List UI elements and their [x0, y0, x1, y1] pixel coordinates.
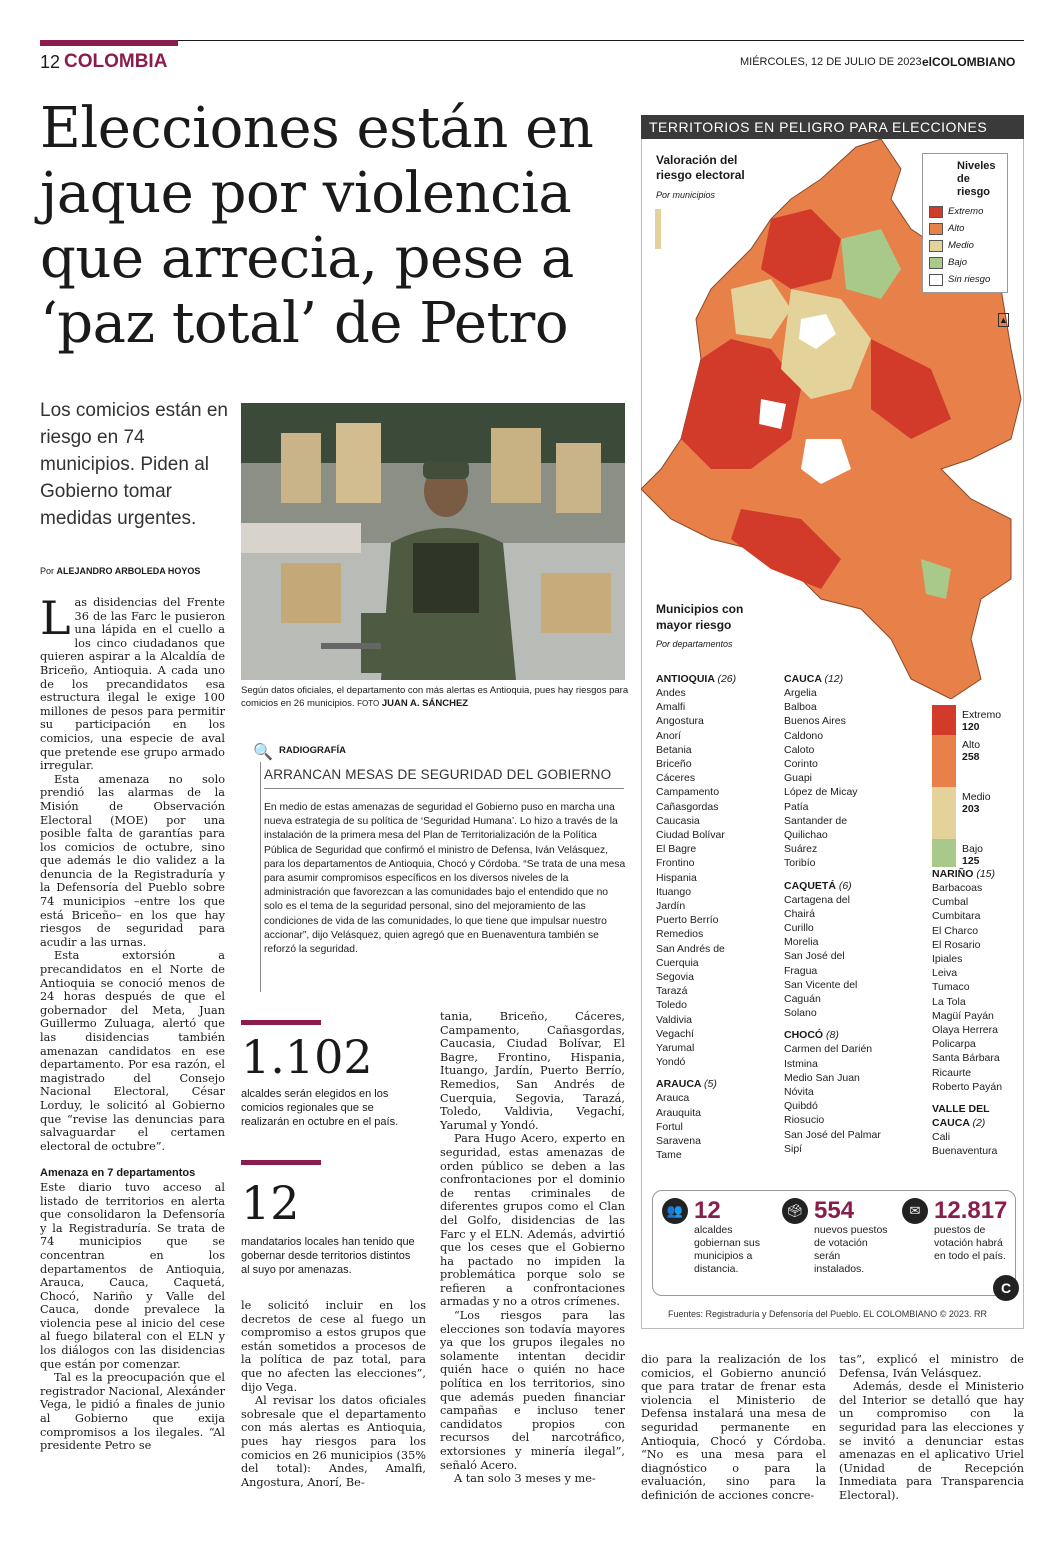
municipality-item: López de Micay [784, 786, 858, 799]
municipality-item: Angostura [656, 715, 704, 728]
risk-count-row [932, 839, 1024, 867]
stat-number: 554 [814, 1197, 855, 1224]
paragraph: dio para la realización de los comicios, el Gobierno anunció que para tratar de frenar esta violencia el Ministerio de Defensa instalará una mesa de seguridad permanente en Antioquia, Chocó y Córdoba. “No es una mesa para el diagnóstico o para la evaluación, sino para la definición de acciones concre- [641, 1353, 826, 1502]
municipality-item: Quilichao [784, 829, 828, 842]
municipality-item: Roberto Payán [932, 1080, 1003, 1093]
municipality-item: Chairá [784, 907, 815, 920]
paragraph: Esta amenaza no solo prendió las alarmas de la Misión de Observación Electoral (MOE) por una posible falta de garantías para los comicios de octubre, sino que además le dio validez a la denuncia de la Registraduría y la Defensoría del Pueblo sobre 74 municipios –entre los que está Briceño– en los que hay riesgos de seguridad para acudir a las urnas. [40, 772, 225, 949]
municipality-item: Anorí [656, 729, 682, 742]
risk-count-label: Extremo 120 [962, 709, 1002, 733]
department-heading: CAQUETÁ (6) [784, 879, 852, 892]
subheadline: Los comicios están en riesgo en 74 municipios. Piden al Gobierno tomar medidas urgentes. [40, 400, 228, 529]
article-subhead: Amenaza en 7 departamentos [40, 1167, 196, 1180]
department-column-3 [932, 867, 1022, 1158]
legend-label: Sin riesgo [948, 274, 991, 285]
top-rule [40, 40, 1024, 41]
legend-item [929, 254, 1001, 271]
article-column-3 [440, 1010, 625, 1486]
dateline: MIÉRCOLES, 12 DE JULIO DE 2023 [740, 56, 922, 68]
stat-text: alcaldes gobiernan sus municipios a distancia. [694, 1224, 760, 1275]
municipality-item: Cañasgordas [656, 800, 719, 813]
photo-credit-label: FOTO [357, 699, 380, 708]
municipality-item: Cali [932, 1131, 951, 1144]
municipality-item: Cumbal [932, 896, 969, 909]
radiografia-title: ARRANCAN MESAS DE SEGURIDAD DEL GOBIERNO [264, 767, 624, 789]
municipality-item: Ciudad Bolívar [656, 829, 725, 842]
risk-count-bar [932, 705, 956, 735]
photo-caption: Según datos oficiales, el departamento con más alertas es Antioquia, pues hay riesgos para comicios en 26 municipios. FOTO JUAN A. SÁNCHEZ [241, 685, 629, 709]
municipality-item: Arauca [656, 1092, 690, 1105]
paragraph: Para Hugo Acero, experto en seguridad, estas amenazas de orden público se deben a las confrontaciones por el dominio de rentas criminales de diferentes grupos como el Clan del Golfo, disidencias de las Farc y el ELN. Además, advirtió que los ceses que el Gobierno ha pactado no impiden la problemática porque solo se refieren a confrontaciones armadas y no a otros crímenes. [440, 1132, 625, 1309]
paragraph: le solicitó incluir en los decretos de cese al fuego un compromiso a estos grupos que están sometidos a procesos de la política de paz total, para que no afecten las elecciones”, dijo Vega. [241, 1299, 426, 1394]
municipality-item: Toribío [784, 857, 816, 870]
paragraph: Tal es la preocupación que el registrador Nacional, Alexánder Vega, le pidió a finales de junio al Gobierno que exija compromisos a los ilegales. “Al presidente Petro se [40, 1371, 225, 1453]
map-title: Valoración del riesgo electoral [656, 153, 745, 182]
legend-item [929, 271, 1001, 288]
risk-legend [922, 153, 1008, 293]
section-label: COLOMBIA [64, 51, 168, 72]
municipality-item: Nóvita [784, 1086, 814, 1099]
risk-count-bar [932, 735, 956, 787]
municipality-item: San Andrés de [656, 942, 725, 955]
fact-number: 12 [241, 1176, 300, 1230]
drop-cap: L [40, 591, 71, 645]
municipality-item: Arauquita [656, 1106, 701, 1119]
legend-swatch [929, 223, 943, 235]
paragraph: Al revisar los datos oficiales sobresale que el departamento con más alertas es Antioquia, pues hay riesgos para los comicios en 26 municipios (35% del total): Andes, Amalfi, Angostura, Anorí, Be- [241, 1394, 426, 1489]
infographic-title: TERRITORIOS EN PELIGRO PARA ELECCIONES [641, 115, 1024, 139]
municipality-item: Puerto Berrío [656, 914, 719, 927]
municipality-item: Segovia [656, 971, 694, 984]
radiografia-label: RADIOGRAFÍA [279, 745, 347, 756]
municipality-item: Saravena [656, 1135, 701, 1148]
fact-text: alcaldes serán elegidos en los comicios regionales que se realizarán en octubre en el país. [241, 1088, 399, 1128]
map-subtitle: Por municipios [656, 190, 716, 200]
municipality-item: Suárez [784, 843, 818, 856]
fact-number: 1.102 [241, 1030, 373, 1084]
risk-count-bar [932, 787, 956, 839]
municipality-item: Ricaurte [932, 1066, 972, 1079]
legend-label: Extremo [948, 206, 984, 217]
department-heading: ANTIOQUIA (26) [656, 673, 737, 685]
stats-row [662, 1198, 1012, 1288]
ballot-box-icon: 🗳 [782, 1198, 808, 1224]
municipality-item: Fragua [784, 964, 818, 977]
photo-soldier-voting [241, 403, 625, 680]
municipality-item: Guapi [784, 772, 813, 785]
municipality-item: Caloto [784, 743, 815, 756]
list-subtitle: Por departamentos [656, 639, 733, 649]
legend-label: Medio [948, 240, 974, 251]
risk-count-row [932, 705, 1024, 735]
municipality-item: Ituango [656, 885, 692, 898]
municipality-item: Frontino [656, 857, 695, 870]
municipality-item: Caldono [784, 729, 824, 742]
risk-count-row [932, 735, 1024, 787]
municipality-item: San José del Palmar [784, 1128, 881, 1141]
municipality-item: Tame [656, 1149, 682, 1162]
municipality-item: Policarpa [932, 1038, 976, 1051]
municipality-item: Patía [784, 800, 809, 813]
north-icon: ▲ [999, 315, 1008, 325]
municipality-item: Yarumal [656, 1042, 695, 1055]
paragraph: Además, desde el Ministerio del Interior se detalló que hay un compromiso con la seguridad para las elecciones y se invitó a denunciar estas amenazas en el aplicativo Uriel (Unidad de Recepción Inmediata para Transparencia Electoral). [839, 1380, 1024, 1502]
magnifier-icon: 🔍 [253, 742, 273, 761]
municipality-item: Jardín [656, 900, 686, 913]
municipality-item: Sipí [784, 1142, 803, 1155]
page-number: 12 [40, 52, 61, 72]
legend-swatch [929, 206, 943, 218]
municipality-item: El Rosario [932, 938, 981, 951]
municipality-item: Cumbitara [932, 910, 981, 923]
department-heading: CAUCA (12) [784, 673, 844, 685]
byline-prefix: Por [40, 566, 55, 576]
municipality-item: Tarazá [656, 985, 688, 998]
municipality-item: Yondó [656, 1056, 686, 1069]
risk-count-label: Alto 258 [962, 739, 981, 763]
department-heading: NARIÑO (15) [932, 868, 996, 880]
municipality-item: Riosucio [784, 1114, 825, 1127]
stat-text: puestos de votación habrá en todo el país. [934, 1224, 1006, 1262]
risk-count-label: Medio 203 [962, 791, 991, 815]
municipality-item: Remedios [656, 928, 704, 941]
municipality-item: San José del [784, 950, 845, 963]
stat-number: 12 [694, 1197, 721, 1224]
legend-swatch [929, 274, 943, 286]
municipality-item: Olaya Herrera [932, 1024, 998, 1037]
legend-label: Alto [948, 223, 965, 234]
municipality-item: Amalfi [656, 701, 686, 714]
municipality-item: El Bagre [656, 843, 697, 856]
municipality-item: Fortul [656, 1120, 683, 1133]
municipality-item: Betania [656, 743, 692, 756]
people-icon: 👥 [662, 1198, 688, 1224]
brand-logo: elCOLOMBIANO [922, 55, 1016, 69]
municipality-item: Briceño [656, 758, 692, 771]
section-bar [40, 40, 178, 46]
municipality-item: Solano [784, 1007, 817, 1020]
department-column-1 [656, 672, 776, 1163]
municipality-item: Caguán [784, 993, 821, 1006]
news-photo [241, 403, 625, 680]
paragraph: Esta extorsión a precandidatos en el Norte de Antioquia se conoció menos de 24 horas después de que el gobernador del Meta, Juan Guillermo Zuluaga, alertó que las disidencias también amenazan candidatos en ese departamento. Por esa razón, el magistrado del Consejo Nacional Electoral, César Lorduy, le solicitó al Gobierno que “revise las denuncias para salvaguardar el certamen electoral de octubre”. [40, 949, 225, 1153]
paragraph: Este diario tuvo acceso al listado de territorios en alerta que consolidaron la Defensoría y la Registraduría. Se trata de 74 municipios que se concentran en los departamentos de Antioquia, Arauca, Cauca, Caquetá, Chocó, Nariño y Valle del Cauca, donde prevalece la violencia pese al inicio del cese al fuego bilateral con el ELN y los diálogos con las disidencias que están por comenzar. [40, 1180, 225, 1371]
municipality-item: Andes [656, 687, 686, 699]
legend-swatch [929, 240, 943, 252]
stat-number: 12.817 [934, 1197, 1008, 1224]
legend-item [929, 237, 1001, 254]
legend-title: Niveles de riesgo [957, 160, 996, 198]
risk-count-row [932, 787, 1024, 839]
municipality-item: Carmen del Darién [784, 1043, 873, 1056]
logo-icon: C [993, 1275, 1019, 1301]
municipality-item: Magüí Payán [932, 1009, 994, 1022]
municipality-item: Hispania [656, 871, 697, 884]
voting-icon: ✉ [902, 1198, 928, 1224]
paragraph: tania, Briceño, Cáceres, Campamento, Cañasgordas, Caucasia, Ciudad Bolívar, El Bagre, Frontino, Hispania, Ituango, Jardín, Puerto Berrío, Remedios, San Andrés de Cuerquia, Segovia, Tarazá, Toledo, Valdivia, Vegachí, Yarumal y Yondó. [440, 1010, 625, 1132]
article-column-1 [40, 591, 225, 1453]
byline [40, 566, 200, 576]
article-column-5 [839, 1353, 1024, 1503]
headline: Elecciones están en jaque por violencia que arrecia, pese a ‘paz total’ de Petro [40, 96, 594, 356]
municipality-item: San Vicente del [784, 978, 858, 991]
legend-item [929, 203, 1001, 220]
paragraph: Las disidencias del Frente 36 de las Farc le pusieron una lápida en el cuello a los cinco ciudadanos que quieren aspirar a la Alcaldía de Briceño, Antioquia. A cada uno de los precandidatos esa estructura ilegal le exige 100 millones de pesos para permitir su participación en los comicios, una especie de aval que pretende ese grupo armado irregular. [40, 591, 225, 773]
byline-author: ALEJANDRO ARBOLEDA HOYOS [56, 566, 201, 576]
municipality-item: Quibdó [784, 1100, 818, 1113]
risk-count-bar [932, 839, 956, 867]
municipality-item: Ipiales [932, 953, 963, 966]
department-heading: CHOCÓ (8) [784, 1029, 839, 1042]
department-heading: ARAUCA (5) [656, 1078, 717, 1091]
stat-item [782, 1198, 892, 1288]
municipality-item: Cáceres [656, 772, 696, 785]
risk-count-bars [932, 705, 1024, 867]
photo-credit: JUAN A. SÁNCHEZ [381, 698, 469, 709]
article-column-2 [241, 1299, 426, 1489]
legend-swatch [929, 257, 943, 269]
municipality-item: El Charco [932, 924, 979, 937]
department-column-2 [784, 672, 914, 1156]
radiografia-rule [260, 762, 261, 992]
legend-item [929, 220, 1001, 237]
fact-text: mandatarios locales han tenido que gobernar desde territorios distintos al suyo por amenazas. [241, 1236, 415, 1276]
list-title: Municipios con mayor riesgo [656, 602, 744, 632]
municipality-item: Santander de [784, 814, 848, 827]
department-heading: VALLE DEL CAUCA (2) [932, 1103, 990, 1130]
legend-list [929, 203, 1001, 288]
municipality-item: Corinto [784, 758, 818, 771]
municipality-item: Caucasia [656, 814, 700, 827]
sources: Fuentes: Registraduría y Defensoría del Pueblo. EL COLOMBIANO © 2023. RR [668, 1309, 987, 1319]
municipality-item: Balboa [784, 701, 817, 714]
municipality-item: Buenaventura [932, 1145, 998, 1158]
municipality-item: Medio San Juan [784, 1071, 860, 1084]
stat-item [902, 1198, 1012, 1288]
municipality-item: Curillo [784, 922, 814, 935]
municipality-item: Argelia [784, 687, 817, 699]
risk-count-label: Bajo 125 [962, 843, 984, 867]
municipality-item: Campamento [656, 786, 720, 799]
municipality-item: Cartagena del [784, 893, 850, 906]
municipality-item: Barbacoas [932, 882, 983, 894]
municipality-item: Morelia [784, 936, 819, 949]
stat-item [662, 1198, 772, 1288]
radiografia-body: En medio de estas amenazas de seguridad el Gobierno puso en marcha una nueva estrategia de su política de ‘Seguridad Humana’. Lo hizo a través de la instalación de la primera mesa del Plan de Territorialización de la Política Pública de Seguridad que confirmó el ministro de Defensa, Iván Velásquez, para los departamentos de Antioquia, Chocó y Córdoba. “Se trata de una mesa para asumir compromisos específicos en los diversos niveles de la administración que favorezcan a las comunidades bajo el entendido que no solo es el tema de la seguridad personal, sino del mejoramiento de las condiciones de vida de las comunidades, lo que tiene que impulsar nuestro accionar”, dijo Velásquez, quien agregó que en Buenaventura también se reforzó la seguridad. [264, 802, 626, 956]
stat-text: nuevos puestos de votación serán instalados. [814, 1224, 888, 1275]
legend-label: Bajo [948, 257, 968, 268]
municipality-item: Leiva [932, 967, 958, 980]
municipality-item: Tumaco [932, 981, 970, 994]
municipality-item: Toledo [656, 999, 687, 1012]
fact-bar [241, 1160, 321, 1165]
municipality-item: La Tola [932, 995, 966, 1008]
paragraph: A tan solo 3 meses y me- [454, 1472, 596, 1486]
fact-bar [241, 1020, 321, 1025]
article-column-4 [641, 1353, 826, 1503]
municipality-item: Santa Bárbara [932, 1052, 1000, 1065]
municipality-item: Vegachí [656, 1027, 694, 1040]
paragraph: “Los riesgos para las elecciones son todavía mayores ya que los grupos ilegales no solamente intentan decidir quién hace o quién no hace política en los territorios, sino que además pueden financiar campañas e incluso tener candidatos propios con recursos del narcotráfico, extorsiones y minería ilegal”, señaló Acero. [440, 1309, 625, 1472]
paragraph: tas”, explicó el ministro de Defensa, Iván Velásquez. [839, 1353, 1024, 1380]
municipality-item: Istmina [784, 1057, 818, 1070]
municipality-item: Cuerquia [656, 956, 699, 969]
municipality-item: Buenos Aires [784, 715, 846, 728]
municipality-item: Valdivia [656, 1013, 692, 1026]
